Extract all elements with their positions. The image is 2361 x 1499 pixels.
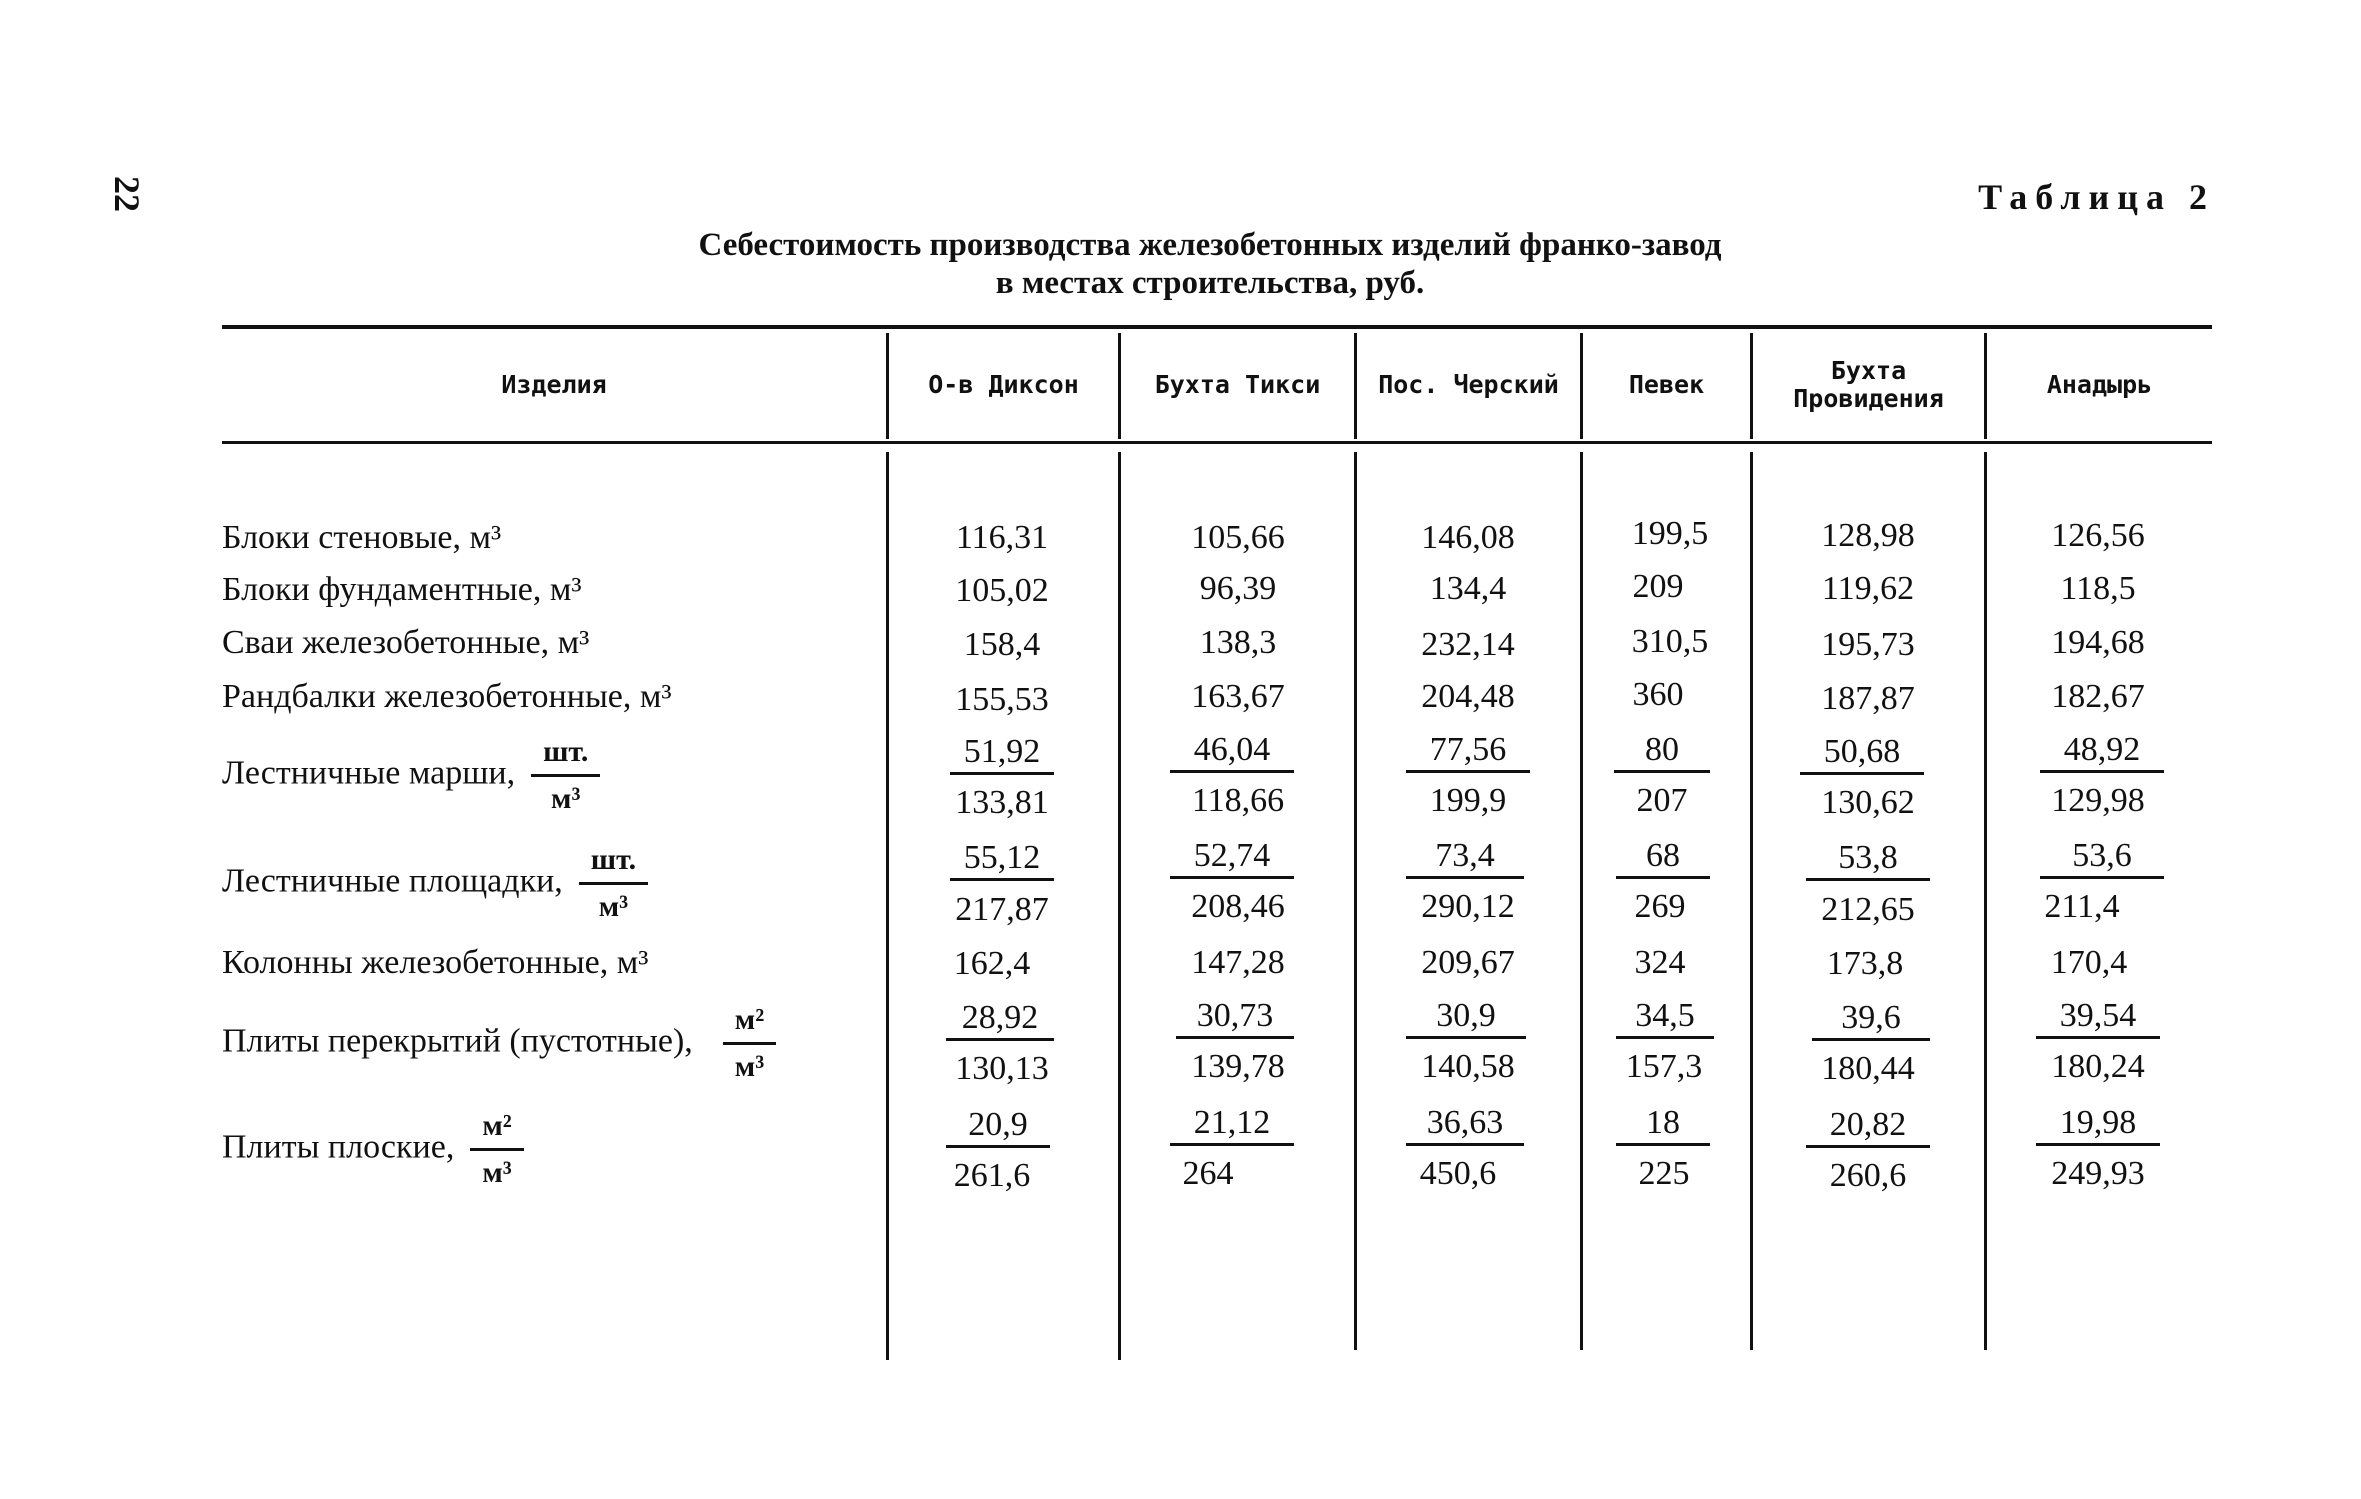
table-cell-top: 20,9: [946, 1105, 1050, 1148]
table-cell-top: 68: [1616, 836, 1710, 879]
table-cell-bottom: 264: [1182, 1155, 1234, 1192]
table-cell-bottom: 129,98: [2051, 782, 2145, 819]
table-cell-top: 50,68: [1800, 732, 1924, 775]
row-label-stair-flights: [222, 734, 600, 817]
unit-numerator: шт.: [579, 842, 648, 885]
table-cell-top: 18: [1616, 1103, 1710, 1146]
unit-fraction: [470, 1108, 523, 1191]
unit-denominator: м³: [734, 1050, 765, 1083]
table-cell: 155,53: [955, 681, 1049, 718]
table-cell: 128,98: [1821, 517, 1915, 554]
table-cell-bottom: 208,46: [1191, 888, 1285, 925]
table-cell-top: 52,74: [1170, 836, 1294, 879]
unit-fraction: [579, 842, 648, 925]
col-divider: [1580, 452, 1583, 1350]
table-cell: 195,73: [1821, 626, 1915, 663]
col-divider: [1118, 452, 1121, 1360]
table-cell-bottom: 130,13: [955, 1050, 1049, 1087]
table-cell-top: 77,56: [1406, 730, 1530, 773]
table-top-rule: [222, 325, 2212, 329]
table-cell: 146,08: [1421, 519, 1515, 556]
table-cell: 187,87: [1821, 680, 1915, 717]
unit-numerator: м²: [723, 1002, 776, 1045]
row-label-text: Лестничные марши,: [222, 754, 516, 792]
header-anadyr: Анадырь: [2046, 370, 2153, 399]
row-label-columns: Колонны железобетонные, м³: [222, 944, 649, 981]
title-line-2: в местах строительства, руб.: [995, 265, 1425, 301]
table-cell-bottom: 180,44: [1821, 1050, 1915, 1087]
table-cell: 182,67: [2051, 678, 2145, 715]
table-cell-top: 30,9: [1406, 996, 1526, 1039]
table-cell-bottom: 140,58: [1421, 1048, 1515, 1085]
table-cell-bottom: 269: [1634, 888, 1686, 925]
table-cell: 118,5: [2060, 570, 2136, 607]
table-cell: 105,02: [955, 572, 1049, 609]
table-cell: 232,14: [1421, 626, 1515, 663]
table-cell-top: 20,82: [1806, 1105, 1930, 1148]
unit-fraction: [531, 734, 600, 817]
table-cell-bottom: 249,93: [2051, 1155, 2145, 1192]
row-label-hollow-slabs: [222, 1002, 776, 1085]
row-label-foundation-blocks: Блоки фундаментные, м³: [222, 571, 582, 608]
col-divider: [1750, 452, 1753, 1350]
row-label-piles: Сваи железобетонные, м³: [222, 624, 590, 661]
table-cell-top: 51,92: [950, 732, 1054, 775]
table-cell: 162,4: [953, 945, 1031, 982]
table-cell: 209,67: [1421, 944, 1515, 981]
table-cell: 360: [1632, 676, 1684, 713]
table-cell: 119,62: [1821, 570, 1915, 607]
table-cell-top: 55,12: [950, 838, 1054, 881]
row-label-wall-blocks: Блоки стеновые, м³: [222, 519, 502, 556]
header-provideniya-line1: Бухта: [1830, 356, 1907, 385]
col-divider: [886, 452, 889, 1360]
row-label-text: Плиты плоские,: [222, 1128, 455, 1166]
table-cell: 173,8: [1826, 945, 1904, 982]
row-label-stair-landings: [222, 842, 648, 925]
unit-numerator: м²: [470, 1108, 523, 1151]
table-cell: 158,4: [963, 626, 1041, 663]
row-label-text: Плиты перекрытий (пустотные),: [222, 1022, 693, 1060]
table-cell-bottom: 139,78: [1191, 1048, 1285, 1085]
header-bottom-rule: [222, 441, 2212, 444]
table-cell: 116,31: [955, 519, 1049, 556]
col-divider: [1354, 452, 1357, 1350]
table-cell: 126,56: [2051, 517, 2145, 554]
table-cell-top: 53,8: [1806, 838, 1930, 881]
header-pevek: Певек: [1628, 370, 1705, 399]
page-number: 22: [107, 176, 147, 212]
header-product: Изделия: [501, 370, 607, 399]
table-cell-bottom: 180,24: [2051, 1048, 2145, 1085]
table-cell-top: 53,6: [2040, 836, 2164, 879]
table-cell-bottom: 199,9: [1429, 782, 1507, 819]
table-cell: 209: [1632, 568, 1684, 605]
table-cell-bottom: 118,66: [1191, 782, 1285, 819]
table-cell-top: 39,54: [2036, 996, 2160, 1039]
col-divider: [1984, 452, 1987, 1350]
table-cell-bottom: 450,6: [1419, 1155, 1497, 1192]
table-cell-top: 34,5: [1616, 996, 1714, 1039]
table-cell-bottom: 211,4: [2044, 888, 2120, 925]
row-label-text: Лестничные площадки,: [222, 862, 563, 900]
table-cell-bottom: 133,81: [955, 784, 1049, 821]
table-cell-top: 80: [1614, 730, 1710, 773]
table-cell-bottom: 130,62: [1821, 784, 1915, 821]
row-label-flat-slabs: [222, 1108, 524, 1191]
header-provideniya: [1753, 330, 1984, 440]
header-cherskiy: Пос. Черский: [1378, 370, 1559, 399]
table-cell: 134,4: [1429, 570, 1507, 607]
table-cell: 310,5: [1631, 623, 1709, 660]
unit-denominator: м³: [598, 890, 629, 923]
table-cell-bottom: 260,6: [1829, 1157, 1907, 1194]
table-cell-bottom: 225: [1638, 1155, 1690, 1192]
table-cell-top: 36,63: [1406, 1103, 1524, 1146]
table-cell-bottom: 217,87: [955, 891, 1049, 928]
unit-numerator: шт.: [531, 734, 600, 777]
table-cell-top: 48,92: [2040, 730, 2164, 773]
table-cell: 199,5: [1631, 515, 1709, 552]
table-cell: 324: [1634, 944, 1686, 981]
table-cell-bottom: 207: [1636, 782, 1688, 819]
table-cell-top: 21,12: [1170, 1103, 1294, 1146]
table-cell: 170,4: [2050, 944, 2128, 981]
unit-fraction: [723, 1002, 776, 1085]
table-cell: 96,39: [1199, 570, 1277, 607]
header-dikson: О-в Диксон: [928, 370, 1079, 399]
table-cell: 138,3: [1199, 624, 1277, 661]
table-cell-top: 19,98: [2036, 1103, 2160, 1146]
table-label: Таблица 2: [1978, 177, 2215, 217]
table-cell: 204,48: [1421, 678, 1515, 715]
table-cell: 147,28: [1191, 944, 1285, 981]
table-cell-top: 46,04: [1170, 730, 1294, 773]
unit-denominator: м³: [482, 1156, 512, 1189]
table-cell-bottom: 157,3: [1625, 1048, 1703, 1085]
table-title: [560, 226, 1860, 302]
table-cell-top: 73,4: [1406, 836, 1524, 879]
header-tiksi: Бухта Тикси: [1154, 370, 1321, 399]
header-provideniya-line2: Провидения: [1793, 384, 1944, 413]
table-cell-top: 30,73: [1176, 996, 1294, 1039]
unit-denominator: м³: [551, 782, 581, 815]
table-cell-bottom: 212,65: [1821, 891, 1915, 928]
table-cell-top: 28,92: [946, 998, 1054, 1041]
table-cell: 163,67: [1191, 678, 1285, 715]
table-cell-top: 39,6: [1812, 998, 1930, 1041]
title-line-1: Себестоимость производства железобетонных изделий франко-завод: [698, 227, 1722, 263]
table-cell-bottom: 261,6: [953, 1157, 1031, 1194]
row-label-ring-beams: Рандбалки железобетонные, м³: [222, 678, 672, 715]
table-cell-bottom: 290,12: [1421, 888, 1515, 925]
table-cell: 194,68: [2051, 624, 2145, 661]
table-cell: 105,66: [1191, 519, 1285, 556]
